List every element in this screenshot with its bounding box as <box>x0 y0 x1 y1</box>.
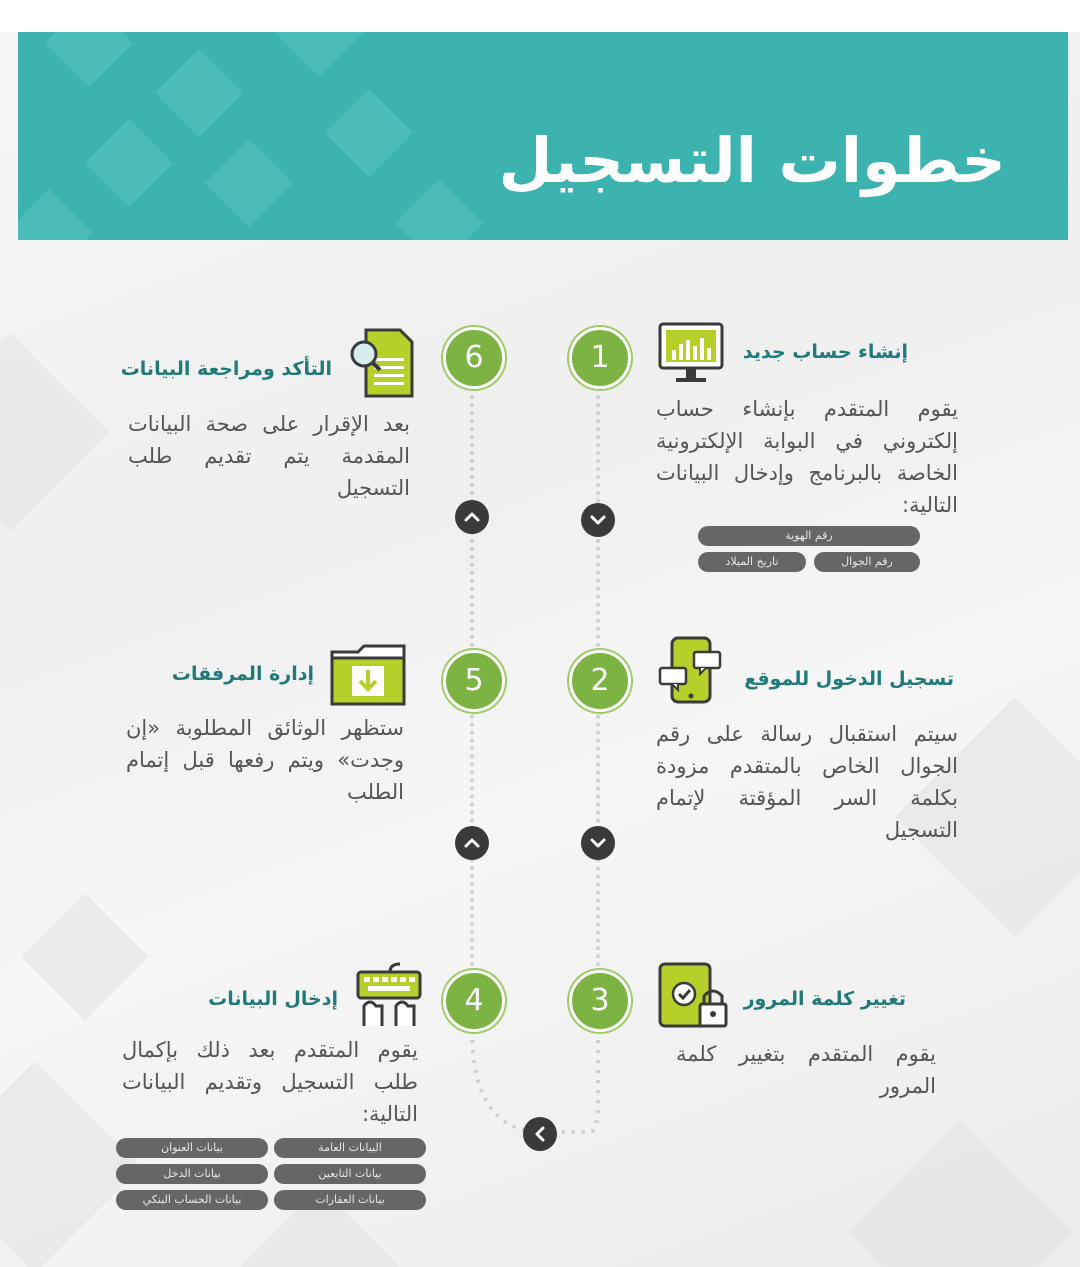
pill-real-estate-data: بيانات العقارات <box>274 1190 426 1210</box>
pill-mobile-number: رقم الجوال <box>814 552 920 572</box>
step-1-description: يقوم المتقدم بإنشاء حساب إلكتروني في البوابة الإلكترونية الخاصة بالبرنامج وإدخال البيانات التالية: <box>656 397 958 517</box>
chevron-left-icon[interactable] <box>523 1117 557 1151</box>
chevron-up-icon[interactable] <box>455 826 489 860</box>
step-6-title: التأكد ومراجعة البيانات <box>120 358 332 380</box>
document-magnifier-icon <box>348 328 414 402</box>
pill-birth-date: تاريخ الميلاد <box>698 552 806 572</box>
step-2-number: 2 <box>569 650 631 712</box>
pill-address-data: بيانات العنوان <box>116 1138 268 1158</box>
chevron-up-icon[interactable] <box>455 500 489 534</box>
step-5-title: إدارة المرفقات <box>171 663 314 685</box>
step-4-title: إدخال البيانات <box>208 988 338 1010</box>
folder-download-icon <box>330 644 406 710</box>
pill-bank-account-data: بيانات الحساب البنكي <box>116 1190 268 1210</box>
step-5-number: 5 <box>443 650 505 712</box>
monitor-icon <box>658 322 724 390</box>
pill-income-data: بيانات الدخل <box>116 1164 268 1184</box>
keyboard-hands-icon <box>356 962 422 1032</box>
tablet-lock-icon <box>658 962 728 1034</box>
step-3-description: يقوم المتقدم بتغيير كلمة المرور <box>676 1042 936 1098</box>
step-5-description: ستظهر الوثائق المطلوبة «إن وجدت» ويتم رفعها قبل إتمام الطلب <box>126 716 404 804</box>
step-3-number: 3 <box>569 970 631 1032</box>
pill-dependents-data: بيانات التابعين <box>274 1164 426 1184</box>
pill-general-data: البيانات العامة <box>274 1138 426 1158</box>
step-2-title: تسجيل الدخول للموقع <box>744 668 954 690</box>
header-banner <box>18 32 1068 240</box>
step-6-number: 6 <box>443 327 505 389</box>
chevron-down-icon[interactable] <box>581 826 615 860</box>
step-6-description: بعد الإقرار على صحة البيانات المقدمة يتم تقديم طلب التسجيل <box>128 412 410 500</box>
step-4-description: يقوم المتقدم بعد ذلك بإكمال طلب التسجيل وتقديم البيانات التالية: <box>122 1038 418 1126</box>
step-1-number: 1 <box>569 327 631 389</box>
step-1-title: إنشاء حساب جديد <box>742 341 908 363</box>
step-4-number: 4 <box>443 970 505 1032</box>
page-title: خطوات التسجيل <box>498 124 1006 197</box>
step-2-description: سيتم استقبال رسالة على رقم الجوال الخاص بالمتقدم مزودة بكلمة السر المؤقتة لإتمام التسجيل <box>656 722 958 842</box>
pill-id-number: رقم الهوية <box>698 526 920 546</box>
phone-message-icon <box>658 636 724 710</box>
step-3-title: تغيير كلمة المرور <box>743 988 906 1010</box>
chevron-down-icon[interactable] <box>581 503 615 537</box>
